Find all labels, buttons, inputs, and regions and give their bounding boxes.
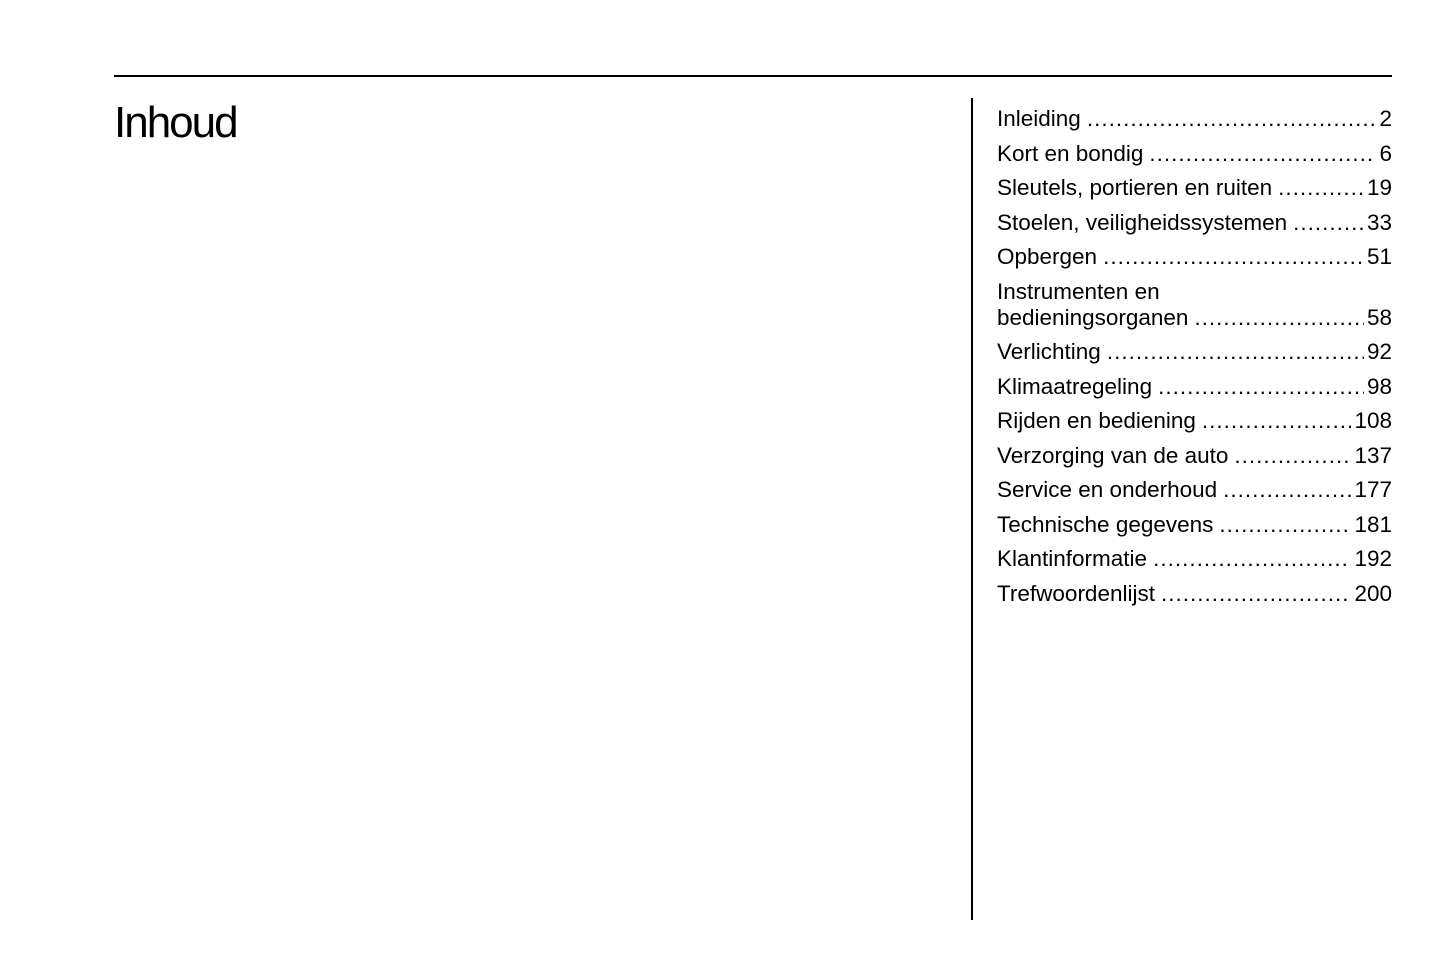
toc-entry-page: 181	[1354, 511, 1392, 537]
toc-leader-dots	[1158, 374, 1364, 400]
toc-entry-page: 2	[1379, 106, 1392, 131]
toc-entry-page: 98	[1366, 373, 1392, 399]
toc-leader-dots	[1107, 339, 1364, 365]
toc-entry-page: 177	[1354, 477, 1392, 502]
toc-entry-klantinformatie[interactable]	[997, 546, 1392, 572]
toc-entry-page: 51	[1366, 244, 1392, 269]
toc-entry-sleutels-portieren-ruiten[interactable]	[997, 175, 1392, 201]
toc-entry-label: Technische gegevens	[997, 511, 1214, 537]
toc-entry-label: Sleutels, portieren en ruiten	[997, 175, 1273, 200]
toc-entry-trefwoordenlijst[interactable]	[997, 581, 1392, 607]
toc-entry-verzorging-van-de-auto[interactable]	[997, 443, 1392, 469]
table-of-contents	[997, 106, 1392, 615]
toc-entry-rijden-en-bediening[interactable]	[997, 408, 1392, 434]
toc-entry-page: 200	[1354, 580, 1392, 606]
toc-leader-dots	[1202, 408, 1352, 434]
toc-entry-service-en-onderhoud[interactable]	[997, 477, 1392, 503]
column-divider	[971, 98, 973, 920]
toc-entry-page: 33	[1366, 209, 1392, 235]
toc-entry-instrumenten-bedieningsorganen[interactable]	[997, 279, 1392, 331]
toc-entry-label: Inleiding	[997, 106, 1081, 131]
toc-leader-dots	[1219, 512, 1351, 538]
toc-leader-dots	[1103, 244, 1364, 270]
toc-entry-label: Verzorging van de auto	[997, 442, 1229, 468]
toc-entry-label: Service en onderhoud	[997, 477, 1218, 502]
toc-leader-dots	[1278, 175, 1364, 201]
header-rule	[114, 75, 1392, 77]
toc-entry-label: Klantinformatie	[997, 546, 1148, 571]
toc-entry-label: bedieningsorganen	[997, 304, 1189, 330]
toc-entry-label: Verlichting	[997, 339, 1101, 364]
toc-leader-dots	[1087, 106, 1377, 132]
toc-entry-page: 58	[1366, 304, 1392, 330]
toc-entry-label: Klimaatregeling	[997, 373, 1153, 399]
toc-entry-label: Kort en bondig	[997, 140, 1144, 166]
toc-entry-label: Rijden en bediening	[997, 408, 1196, 433]
toc-entry-kort-en-bondig[interactable]	[997, 141, 1392, 167]
toc-entry-verlichting[interactable]	[997, 339, 1392, 365]
toc-entry-inleiding[interactable]	[997, 106, 1392, 132]
toc-entry-page: 192	[1354, 546, 1392, 571]
toc-leader-dots	[1293, 210, 1364, 236]
toc-leader-dots	[1149, 141, 1376, 167]
toc-entry-page: 19	[1366, 175, 1392, 200]
toc-entry-page: 108	[1354, 408, 1392, 433]
toc-entry-label: Trefwoordenlijst	[997, 580, 1155, 606]
toc-leader-dots	[1153, 546, 1351, 572]
toc-entry-opbergen[interactable]	[997, 244, 1392, 270]
toc-entry-technische-gegevens[interactable]	[997, 512, 1392, 538]
toc-entry-label-line1: Instrumenten en	[997, 278, 1160, 304]
toc-leader-dots	[1223, 477, 1351, 503]
toc-entry-page: 137	[1354, 442, 1392, 468]
toc-entry-label: Opbergen	[997, 244, 1098, 269]
page-title: Inhoud	[114, 98, 237, 147]
toc-entry-page: 92	[1366, 339, 1392, 364]
toc-leader-dots	[1234, 443, 1351, 469]
toc-entry-label: Stoelen, veiligheidssystemen	[997, 209, 1288, 235]
toc-leader-dots	[1194, 305, 1364, 331]
toc-entry-klimaatregeling[interactable]	[997, 374, 1392, 400]
toc-entry-stoelen-veiligheidssystemen[interactable]	[997, 210, 1392, 236]
toc-entry-page: 6	[1379, 140, 1392, 166]
toc-leader-dots	[1161, 581, 1351, 607]
